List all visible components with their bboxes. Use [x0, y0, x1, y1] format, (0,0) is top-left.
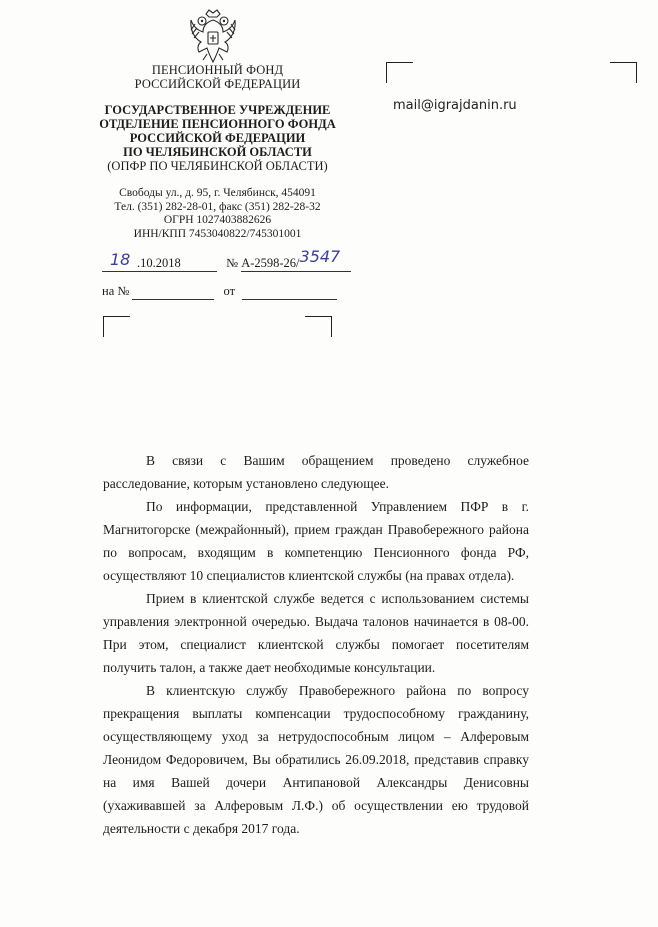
double-headed-eagle-emblem-icon — [189, 8, 237, 64]
body-paragraph: В связи с Вашим обращением проведено служебное расследование, которым установлено следующее. — [103, 453, 529, 491]
number-field — [241, 247, 351, 272]
field-corner-mark — [305, 316, 332, 337]
recipient-email: mail@igrajdanin.ru — [393, 98, 517, 113]
address-field-corner-mark — [610, 62, 637, 83]
org-line: ПО ЧЕЛЯБИНСКОЙ ОБЛАСТИ — [123, 145, 312, 159]
address-field-corner-mark — [386, 62, 413, 83]
ref-from-label: от — [223, 284, 236, 298]
organization-name — [95, 103, 340, 159]
body-paragraph: В клиентскую службу Правобережного района по вопросу прекращения выплаты компенсации трудоспособному гражданину, осуществляющему уход за нетрудоспособным лицом – Алферовым Леонидом Федоровичем, Вы обратились 26.09.2018, представив справку на имя Вашей дочери Антипановой Александры Денисовны (ухаживавшей за Алферовым Л.Ф.) об осуществлении ею трудовой деятельности с декабря 2017 года. — [103, 683, 529, 836]
date-printed: .10.2018 — [137, 256, 181, 270]
number-printed: А-2598-26/ — [241, 256, 300, 270]
handwritten-number: 3547 — [299, 247, 341, 266]
fund-name — [95, 63, 340, 91]
org-line: РОССИЙСКОЙ ФЕДЕРАЦИИ — [129, 131, 306, 145]
fund-line: ПЕНСИОННЫЙ ФОНД — [151, 63, 284, 77]
organization-address — [95, 187, 340, 241]
letter-body — [103, 449, 529, 840]
address-line: Тел. (351) 282-28-01, факс (351) 282-28-32 — [114, 200, 321, 213]
handwritten-day: 18 — [110, 250, 131, 269]
field-corner-mark — [103, 316, 130, 337]
ref-label: на № — [102, 284, 130, 298]
address-line: Свободы ул., д. 95, г. Челябинск, 454091 — [119, 187, 316, 199]
address-line: ИНН/КПП 7453040822/745301001 — [133, 227, 302, 240]
fund-line: РОССИЙСКОЙ ФЕДЕРАЦИИ — [134, 77, 301, 91]
ref-date-blank — [242, 284, 337, 300]
number-label: № — [226, 256, 239, 270]
registration-date-number — [102, 247, 351, 272]
body-paragraph: Прием в клиентской службе ведется с использованием системы управления электронной очередью. Выдача талонов начинается в 08-00. При этом, специалист клиентской службы помогает посетителям получить талон, а также дает необходимые консультации. — [103, 591, 529, 675]
address-line: ОГРН 1027403882626 — [163, 214, 272, 226]
date-field — [102, 250, 217, 272]
ref-number-blank — [132, 284, 214, 300]
organization-short-name: (ОПФР ПО ЧЕЛЯБИНСКОЙ ОБЛАСТИ) — [107, 159, 328, 173]
body-paragraph: По информации, представленной Управлением ПФР в г. Магнитогорске (межрайонный), прием граждан Правобережного района по вопросам, входящим в компетенцию Пенсионного фонда РФ, осуществляют 10 специалистов клиентской службы (на правах отдела). — [103, 499, 529, 583]
reference-row — [102, 284, 337, 300]
org-line: ОТДЕЛЕНИЕ ПЕНСИОННОГО ФОНДА — [99, 117, 336, 131]
org-line: ГОСУДАРСТВЕННОЕ УЧРЕЖДЕНИЕ — [104, 103, 331, 117]
